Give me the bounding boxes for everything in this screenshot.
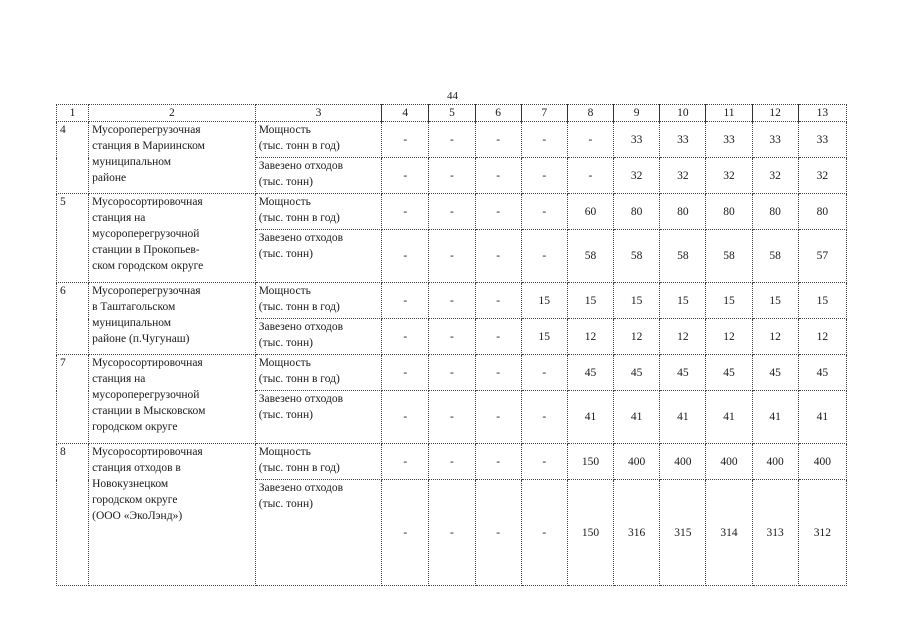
value-cell: - [475,391,521,444]
facility-name-line: городском округе [92,421,178,433]
parameter-label-line: (тыс. тонн в год) [258,140,340,152]
parameter-label [255,158,381,194]
value-cell: 400 [798,444,846,480]
facility-name-line: станция на [92,212,146,224]
waste-facilities-table [56,104,847,586]
value-cell: - [382,480,429,586]
value-cell: 45 [567,355,613,391]
value-cell: 12 [798,319,846,355]
value-cell: - [429,158,475,194]
facility-name [89,122,256,194]
value-cell: - [475,480,521,586]
parameter-label [255,283,381,319]
value-cell: 314 [706,480,752,586]
value-cell: - [475,319,521,355]
value-cell: - [521,355,567,391]
value-cell: 41 [706,391,752,444]
header-row [57,105,847,122]
value-cell: 400 [614,444,660,480]
value-cell: 80 [614,194,660,230]
parameter-label-line: (тыс. тонн) [258,337,313,349]
value-cell: 58 [660,230,706,283]
column-header-6: 6 [475,105,521,122]
value-cell: 80 [752,194,798,230]
value-cell: 313 [752,480,798,586]
value-cell: 15 [567,283,613,319]
parameter-label-line: Мощность [258,196,311,208]
facility-name-line: станция в Мариинском [92,140,205,152]
value-cell: 12 [752,319,798,355]
facility-name-line: Мусороперегрузочная [92,124,201,136]
value-cell: 58 [752,230,798,283]
parameter-label-line: Мощность [258,446,311,458]
value-cell: 45 [752,355,798,391]
value-cell: 32 [660,158,706,194]
row-number: 6 [57,283,89,355]
value-cell: - [521,194,567,230]
value-cell: - [475,230,521,283]
value-cell: 41 [798,391,846,444]
value-cell: 400 [660,444,706,480]
value-cell: 41 [660,391,706,444]
table-row [57,355,847,391]
value-cell: - [429,283,475,319]
column-header-4: 4 [382,105,429,122]
parameter-label-line: (тыс. тонн) [258,409,313,421]
value-cell: 15 [706,283,752,319]
value-cell: 316 [614,480,660,586]
column-header-7: 7 [521,105,567,122]
value-cell: 312 [798,480,846,586]
value-cell: - [382,355,429,391]
page-number: 44 [447,90,458,102]
value-cell: 45 [706,355,752,391]
value-cell: 32 [752,158,798,194]
table-row [57,122,847,158]
value-cell: 45 [660,355,706,391]
facility-name [89,283,256,355]
value-cell: - [475,194,521,230]
value-cell: - [382,444,429,480]
value-cell: - [475,355,521,391]
value-cell: - [475,122,521,158]
value-cell: - [475,444,521,480]
value-cell: 15 [752,283,798,319]
parameter-label-line: Завезено отходов [258,482,344,494]
column-header-8: 8 [567,105,613,122]
value-cell: - [382,283,429,319]
value-cell: 32 [706,158,752,194]
value-cell: 57 [798,230,846,283]
facility-name-line: Мусоросортировочная [92,357,203,369]
facility-name-line: (ООО «ЭкоЛэнд») [92,510,183,522]
value-cell: 32 [614,158,660,194]
value-cell: 12 [706,319,752,355]
value-cell: 315 [660,480,706,586]
value-cell: 33 [798,122,846,158]
value-cell: - [429,230,475,283]
parameter-label [255,480,381,586]
value-cell: 12 [614,319,660,355]
parameter-label-line: (тыс. тонн в год) [258,373,340,385]
facility-name [89,444,256,586]
value-cell: - [567,122,613,158]
value-cell: - [521,122,567,158]
parameter-label [255,194,381,230]
value-cell: - [521,230,567,283]
parameter-label-line: Мощность [258,285,311,297]
value-cell: - [475,283,521,319]
value-cell: 80 [798,194,846,230]
facility-name-line: мусороперегрузочной [92,389,200,401]
column-header-9: 9 [614,105,660,122]
parameter-label-line: Завезено отходов [258,160,344,172]
facility-name-line: Мусоросортировочная [92,446,203,458]
value-cell: 12 [660,319,706,355]
value-cell: 80 [706,194,752,230]
value-cell: 41 [614,391,660,444]
facility-name-line: ском городском округе [92,260,204,272]
value-cell: - [429,355,475,391]
row-number: 5 [57,194,89,283]
value-cell: 45 [614,355,660,391]
facility-name-line: станции в Мысковском [92,405,206,417]
facility-name-line: Мусороперегрузочная [92,285,201,297]
value-cell: 58 [567,230,613,283]
value-cell: 400 [752,444,798,480]
value-cell: 15 [521,283,567,319]
facility-name-line: муниципальном [92,156,172,168]
value-cell: - [429,444,475,480]
value-cell: - [382,122,429,158]
parameter-label [255,230,381,283]
parameter-label [255,391,381,444]
table-row [57,444,847,480]
row-number: 7 [57,355,89,444]
value-cell: 15 [614,283,660,319]
value-cell: - [382,391,429,444]
value-cell: 41 [567,391,613,444]
facility-name-line: Новокузнецком [92,478,169,490]
facility-name-line: районе [92,172,127,184]
parameter-label-line: Завезено отходов [258,393,344,405]
value-cell: 150 [567,444,613,480]
parameter-label-line: (тыс. тонн) [258,248,313,260]
column-header-12: 12 [752,105,798,122]
row-number: 8 [57,444,89,586]
value-cell: - [521,391,567,444]
parameter-label-line: Мощность [258,124,311,136]
value-cell: 33 [752,122,798,158]
parameter-label [255,355,381,391]
column-header-11: 11 [706,105,752,122]
parameter-label-line: (тыс. тонн в год) [258,301,340,313]
parameter-label-line: (тыс. тонн в год) [258,212,340,224]
facility-name-line: станция на [92,373,146,385]
facility-name-line: станция отходов в [92,462,181,474]
value-cell: - [429,122,475,158]
value-cell: 45 [798,355,846,391]
parameter-label-line: Завезено отходов [258,321,344,333]
value-cell: - [429,391,475,444]
value-cell: - [382,194,429,230]
value-cell: - [521,444,567,480]
value-cell: - [382,158,429,194]
facility-name-line: мусороперегрузочной [92,228,200,240]
value-cell: 80 [660,194,706,230]
column-header-5: 5 [429,105,475,122]
value-cell: 32 [798,158,846,194]
value-cell: 41 [752,391,798,444]
value-cell: - [382,230,429,283]
parameter-label-line: Мощность [258,357,311,369]
facility-name-line: районе (п.Чугунаш) [92,333,190,345]
column-header-3: 3 [255,105,381,122]
column-header-13: 13 [798,105,846,122]
facility-name [89,355,256,444]
column-header-10: 10 [660,105,706,122]
value-cell: 15 [521,319,567,355]
value-cell: - [521,158,567,194]
row-number: 4 [57,122,89,194]
parameter-label-line: (тыс. тонн) [258,176,313,188]
parameter-label [255,122,381,158]
value-cell: - [429,194,475,230]
value-cell: - [429,480,475,586]
value-cell: 33 [706,122,752,158]
column-header-1: 1 [57,105,89,122]
value-cell: 60 [567,194,613,230]
value-cell: - [382,319,429,355]
value-cell: - [475,158,521,194]
facility-name-line: станции в Прокопьев- [92,244,200,256]
value-cell: 58 [614,230,660,283]
value-cell: - [521,480,567,586]
facility-name-line: в Таштагольском [92,301,176,313]
facility-name-line: Мусоросортировочная [92,196,203,208]
parameter-label [255,444,381,480]
facility-name-line: городском округе [92,494,178,506]
value-cell: 33 [614,122,660,158]
value-cell: 15 [798,283,846,319]
parameter-label-line: (тыс. тонн) [258,498,313,510]
facility-name-line: муниципальном [92,317,172,329]
value-cell: 58 [706,230,752,283]
value-cell: - [429,319,475,355]
value-cell: 150 [567,480,613,586]
value-cell: - [567,158,613,194]
column-header-2: 2 [89,105,256,122]
value-cell: 12 [567,319,613,355]
parameter-label-line: Завезено отходов [258,232,344,244]
facility-name [89,194,256,283]
value-cell: 400 [706,444,752,480]
table-row [57,194,847,230]
parameter-label-line: (тыс. тонн в год) [258,462,340,474]
value-cell: 33 [660,122,706,158]
parameter-label [255,319,381,355]
table-body [57,105,847,586]
value-cell: 15 [660,283,706,319]
table-row [57,283,847,319]
